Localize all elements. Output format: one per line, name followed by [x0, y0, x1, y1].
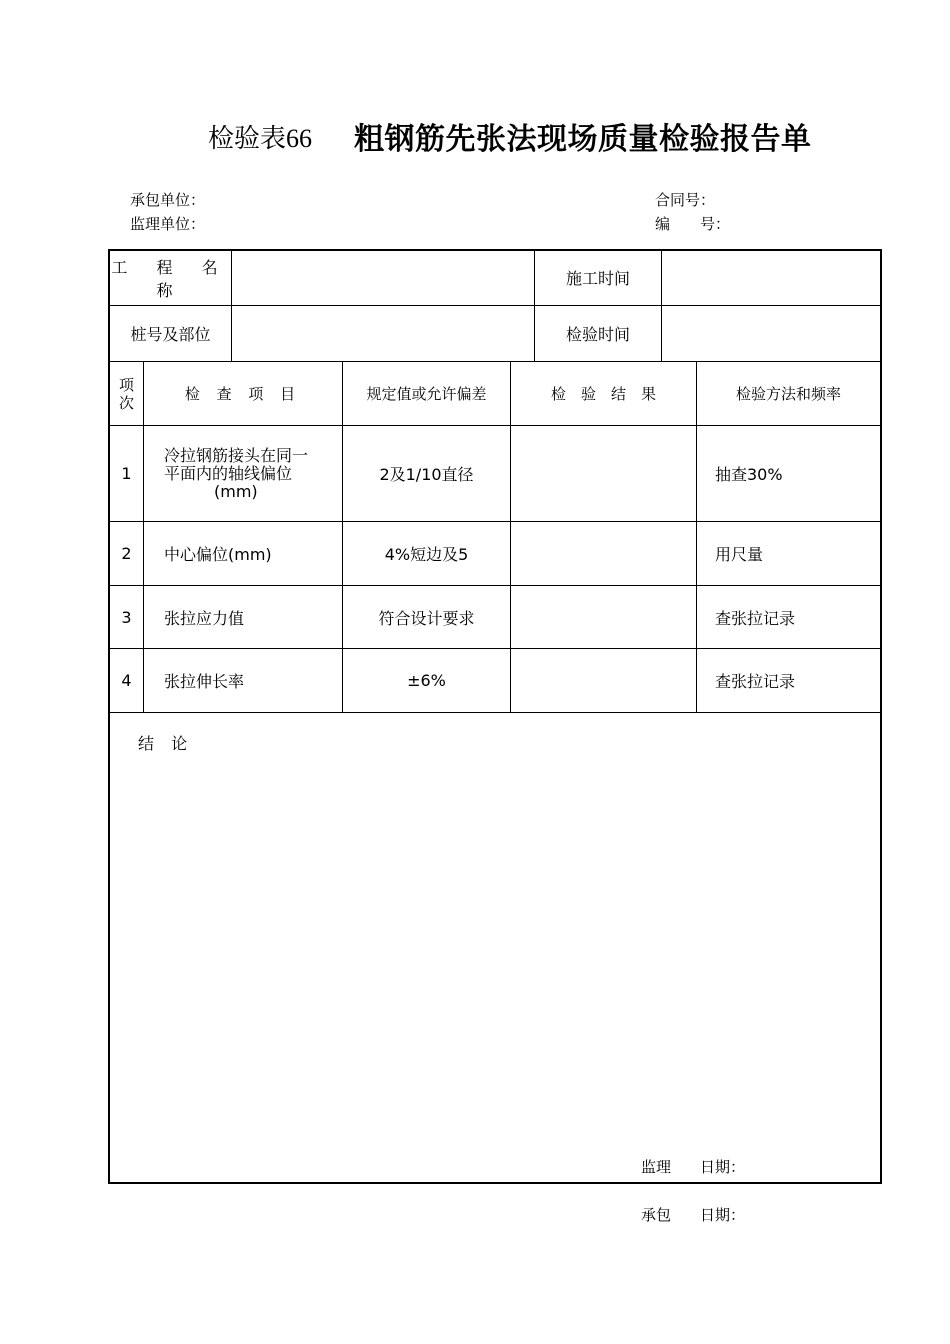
row-4-number: 4	[121, 671, 132, 690]
row-2-item: 中心偏位(mm)	[164, 545, 272, 564]
construction-time-value[interactable]	[662, 250, 880, 305]
inspection-time-value[interactable]	[662, 306, 880, 361]
row-1-item-line2: 平面内的轴线偏位	[164, 463, 293, 483]
form-number: 检验表66	[208, 124, 313, 153]
row-1-number: 1	[121, 464, 132, 483]
supervisor-label: 监理单位：	[130, 215, 206, 233]
grid-line	[109, 712, 880, 713]
row-1-result[interactable]	[511, 426, 696, 521]
project-name-value[interactable]	[232, 250, 534, 305]
station-value[interactable]	[232, 306, 534, 361]
column-header-result: 检 验 结 果	[550, 385, 656, 403]
construction-time-label: 施工时间	[565, 269, 630, 288]
row-4-tolerance: ±6%	[407, 671, 446, 690]
conclusion-label: 结 论	[138, 734, 194, 753]
row-4-item: 张拉伸长率	[164, 672, 245, 691]
supervisor-sign-label: 监理	[641, 1158, 672, 1176]
column-header-tolerance: 规定值或允许偏差	[366, 385, 487, 403]
inspection-time-label: 检验时间	[565, 325, 630, 344]
station-label: 桩号及部位	[130, 325, 211, 344]
row-1-method: 抽查30%	[715, 465, 783, 484]
row-2-result[interactable]	[511, 522, 696, 585]
row-4-result[interactable]	[511, 649, 696, 712]
column-header-method: 检验方法和频率	[735, 385, 841, 403]
row-3-item: 张拉应力值	[164, 608, 245, 628]
row-3-tolerance: 符合设计要求	[378, 608, 475, 628]
contractor-sign-label: 承包	[641, 1206, 672, 1224]
row-2-number: 2	[121, 544, 132, 563]
row-1-tolerance: 2及1/10直径	[379, 465, 474, 484]
row-2-method: 用尺量	[715, 545, 764, 564]
row-2-tolerance: 4%短边及5	[384, 545, 469, 564]
contractor-date-label: 日期：	[700, 1206, 746, 1224]
conclusion-area[interactable]	[120, 755, 860, 1145]
project-name-label: 工 程 名 称	[111, 257, 230, 300]
row-3-result[interactable]	[511, 586, 696, 648]
contract-no-label: 合同号：	[655, 191, 716, 209]
contractor-label: 承包单位：	[130, 191, 206, 209]
row-1-item-line3: (mm)	[214, 481, 258, 501]
row-1-item-line1: 冷拉钢筋接头在同一	[164, 445, 309, 465]
serial-label: 编 号：	[655, 215, 731, 233]
row-4-method: 查张拉记录	[715, 672, 796, 691]
supervisor-date-label: 日期：	[700, 1158, 746, 1176]
page-title: 粗钢筋先张法现场质量检验报告单	[354, 122, 812, 157]
row-3-number: 3	[121, 607, 132, 627]
column-header-index: 项次	[118, 375, 134, 412]
row-3-method: 查张拉记录	[715, 608, 796, 628]
row-1-item	[164, 426, 342, 521]
column-header-item: 检 查 项 目	[184, 385, 302, 403]
